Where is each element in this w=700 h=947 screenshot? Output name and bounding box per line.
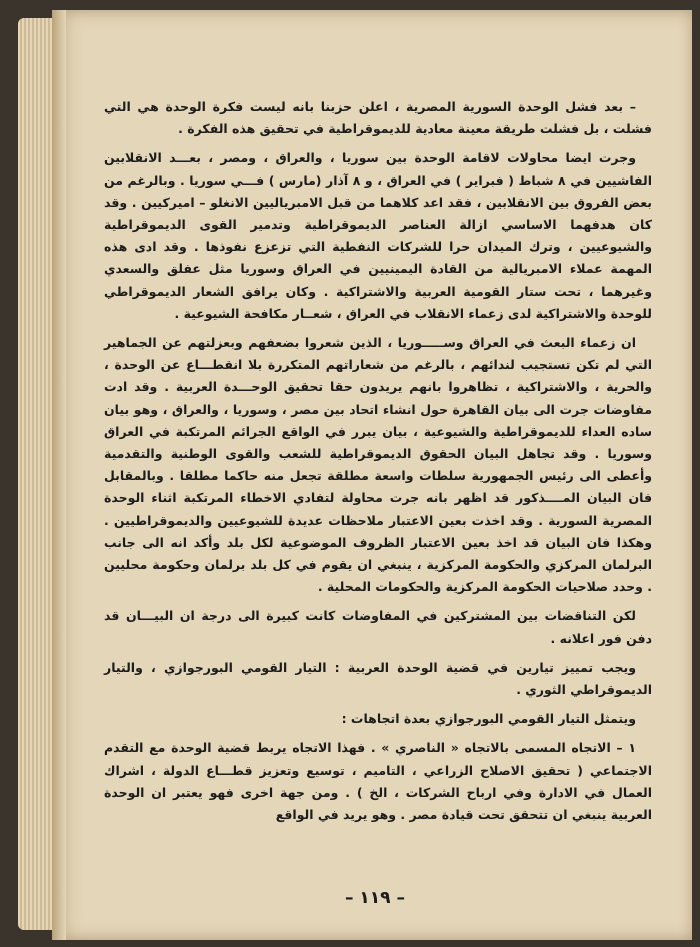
- page-number: – ١١٩ –: [345, 888, 405, 908]
- paragraph-2: وجرت ايضا محاولات لاقامة الوحدة بين سوريا ، والعراق ، ومصر ، بعـــد الانقلابين الفاشيين في ٨ شباط ( فبراير ) في العراق ، و ٨ آذار (مارس ) فـــي سوريا . وبالرغم من بعض الفروق بين الانقلابين ، فقد اعد كلاهما من قبل الامبرياليين الانغلو – اميركيين . وقد كان هدفهما الاساسي ازالة العناصر الديموقراطية وتدمير القوى الديموقراطية والشيوعيين ، وترك الميدان حرا للشركات النفطية التي تزعزع نفوذها . وقد ادى هذه المهمة عملاء الامبريالية من القادة اليمينيين في العراق وسوريا مثل عفلق والسعدي وغيرهما ، تحت ستار القومية العربية والاشتراكية . وكان يرافق الشعار الديموقراطي للوحدة والاشتراكية لدى زعماء الانقلاب في العراق ، شعــار مكافحة الشيوعية .: [104, 150, 652, 321]
- paragraph-3: ان زعماء البعث في العراق وســـــوريا ، الذين شعروا بضعفهم وبعزلتهم عن الجماهير التي لم تكن تستجيب لندائهم ، بالرغم من شعاراتهم المتكررة بلا انقطـــاع عن الوحدة ، والحرية ، والاشتراكية ، تظاهروا بانهم يريدون حقا تحقيق الوحـــدة العربية . وقد ادت مفاوضات جرت الى بيان القاهرة حول انشاء اتحاد بين مصر ، وسوريا ، والعراق ، وهو بيان ساده العداء للديموقراطية والشيوعية ، بيان يبرر في الواقع الجرائم المرتكبة في العراق وسوريا . وقد تجاهل البيان الحقوق الديموقراطية للشعب والقوى الوطنية والتقدمية وأعطى الى رئيس الجمهورية سلطات واسعة مطلقة تجعل منه حاكما مطلقا . وبالمقابل فان البيان المــــذكور قد اظهر بانه جرت محاولة لتفادي الاخطاء المرتكبة اثناء الوحدة المصرية السورية . وقد اخذت بعين الاعتبار ملاحظات عديدة للشيوعيين والديموقراطيين . وهكذا فان البيان قد اخذ بعين الاعتبار الظروف الموضوعية لكل بلد وأكد انه الى جانب البرلمان المركزي والحكومة المركزية ، ينبغي ان يقوم في كل بلد برلمان وحكومة محليين . وحدد صلاحيات الحكومة المركزية والحكومات المحلية .: [104, 335, 652, 595]
- paragraph-4: لكن التناقضات بين المشتركين في المفاوضات كانت كبيرة الى درجة ان البيـــان قد دفن فور اعلانه .: [104, 608, 652, 646]
- page-body-text: [104, 96, 652, 833]
- paragraph-1: – بعد فشل الوحدة السورية المصرية ، اعلن حزبنا بانه ليست فكرة الوحدة هي التي فشلت ، بل فشلت طريقة معينة معادية للديموقراطية في تحقيق هذه الفكرة .: [104, 99, 652, 137]
- paragraph-5: ويجب تمييز تيارين في قضية الوحدة العربية : التيار القومي البورجوازي ، والتيار الديموقراطي الثوري .: [104, 659, 652, 698]
- page-binding-shadow: [52, 10, 66, 940]
- paragraph-7: ١ – الاتجاه المسمى بالاتجاه « الناصري » . فهذا الاتجاه يربط قضية الوحدة مع التقدم الاجتماعي ( تحقيق الاصلاح الزراعي ، التاميم ، توسيع وتعزيز قطـــاع الدولة ، اشراك العمال في الادارة وفي ارباح الشركات ، الخ ) . ومن جهة اخرى فهو يعتبر ان الوحدة العربية ينبغي ان تتحقق تحت قيادة مصر . وهو يريد في الواقع: [104, 740, 652, 823]
- paragraph-6: ويتمثل التيار القومي البورجوازي بعدة اتجاهات :: [341, 711, 636, 727]
